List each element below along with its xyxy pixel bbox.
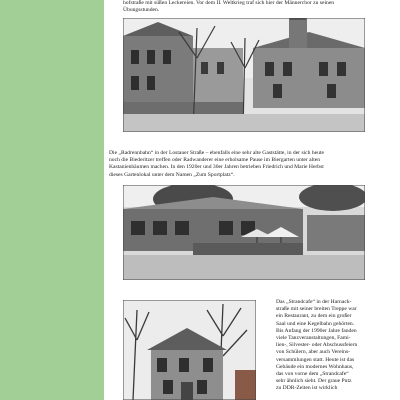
side-line: das von vorne dem „Strandcafe“ bbox=[276, 371, 349, 378]
paragraph-middle-line-4: dieses Gartenlokal unter dem Namen „Zum Sportplatz“. bbox=[109, 171, 235, 178]
paragraph-middle bbox=[109, 150, 375, 179]
side-line: ein Restaurant, zu dem ein großer bbox=[276, 313, 352, 320]
photo-old-building-with-tower bbox=[123, 18, 365, 132]
side-line: lien-, Silvester- oder Abschussfeiern bbox=[276, 342, 358, 349]
paragraph-middle-line-1: Die „Radrennbahn“ in der Lostauer Straße – ebenfalls eine sehr alte Gaststätte, in der sich heute bbox=[109, 150, 324, 156]
green-sidebar bbox=[0, 0, 104, 400]
paragraph-middle-line-3: Kastanienbäumen machen. In den 1920er und 30er Jahren betrieben Friedrich und Marie Herbst bbox=[109, 164, 324, 171]
side-line: sehr ähnlich sieht. Der graue Putz bbox=[276, 378, 352, 385]
side-line: Bis Anfang der 1990er Jahre fanden bbox=[276, 327, 357, 334]
photo-strandcafe-villa bbox=[123, 300, 256, 400]
paragraph-middle-line-2: noch die Biederitzer treffen oder Radwanderer eine erholsame Pause im Biergarten unter alten bbox=[109, 157, 321, 164]
photo-garden-restaurant bbox=[123, 185, 365, 280]
paragraph-top-line-1: hofstraße mit süßen Leckereien. Vor dem II. Weltkrieg traf sich hier der Männerchor zu seinen bbox=[123, 0, 335, 6]
document-page bbox=[104, 0, 400, 400]
paragraph-side bbox=[276, 299, 360, 393]
side-line: von Schülern, aber auch Vereins- bbox=[276, 349, 350, 356]
side-line: Das „Strandcafe“ in der Harnack- bbox=[276, 299, 352, 305]
side-line: Gebäude ein modernes Wohnhaus, bbox=[276, 363, 354, 370]
side-line: straße mit seiner breiten Treppe war bbox=[276, 306, 357, 313]
paragraph-top bbox=[123, 0, 365, 14]
side-line: Saal und eine Kegelbahn gehörten. bbox=[276, 320, 355, 327]
side-line: zu DDR-Zeiten ist wirklich bbox=[276, 385, 338, 392]
side-line: versammlungen statt. Heute ist das bbox=[276, 356, 355, 363]
paragraph-top-line-2: Übungsstunden. bbox=[123, 7, 160, 14]
side-line: viele Tanzveranstaltungen, Fami- bbox=[276, 335, 351, 342]
